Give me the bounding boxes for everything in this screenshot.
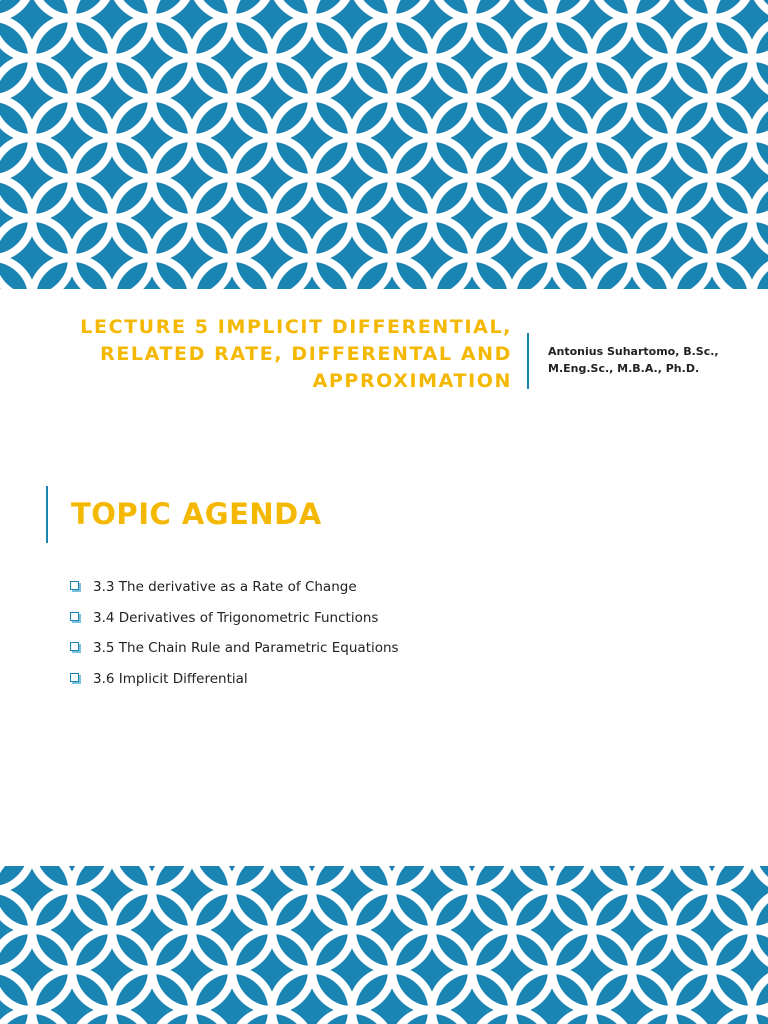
author-name-line: Antonius Suhartomo, B.Sc., bbox=[548, 345, 719, 358]
decorative-pattern-top bbox=[0, 0, 768, 289]
author-credit bbox=[548, 343, 748, 377]
author-degrees-line: M.Eng.Sc., M.B.A., Ph.D. bbox=[548, 362, 700, 375]
circle-lattice-pattern bbox=[0, 866, 768, 1024]
list-item bbox=[70, 609, 399, 640]
square-bullet-icon bbox=[70, 642, 79, 651]
agenda-accent-bar bbox=[46, 486, 48, 543]
title-divider bbox=[527, 333, 529, 389]
agenda-list bbox=[70, 578, 399, 700]
agenda-item-text: 3.6 Implicit Differential bbox=[93, 670, 248, 687]
agenda-item-text: 3.3 The derivative as a Rate of Change bbox=[93, 579, 357, 595]
lecture-title-block bbox=[60, 314, 512, 395]
list-item bbox=[70, 578, 399, 609]
list-item bbox=[70, 639, 399, 670]
agenda-item-text: 3.4 Derivatives of Trigonometric Functions bbox=[93, 609, 379, 626]
circle-lattice-pattern bbox=[0, 0, 768, 289]
square-bullet-icon bbox=[70, 581, 79, 590]
lecture-title: LECTURE 5 IMPLICIT DIFFERENTIAL, RELATED RATE, DIFFERENTAL AND APPROXIMATION bbox=[80, 316, 512, 392]
square-bullet-icon bbox=[70, 673, 79, 682]
list-item bbox=[70, 670, 399, 701]
square-bullet-icon bbox=[70, 612, 79, 621]
agenda-heading: TOPIC AGENDA bbox=[71, 497, 322, 531]
agenda-item-text: 3.5 The Chain Rule and Parametric Equations bbox=[93, 640, 399, 656]
decorative-pattern-bottom bbox=[0, 866, 768, 1024]
